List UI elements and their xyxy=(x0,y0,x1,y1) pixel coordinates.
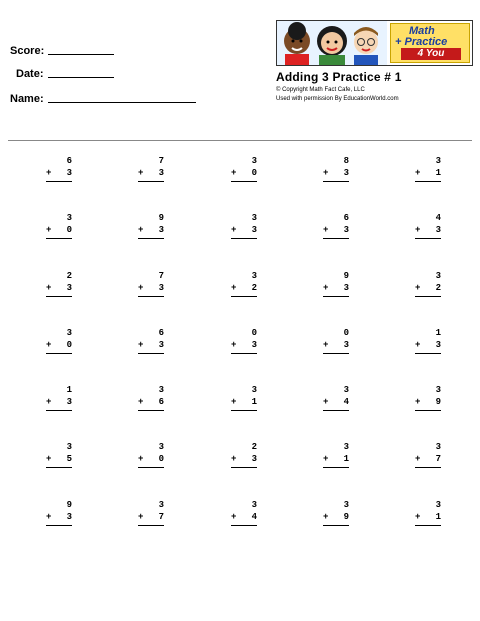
addition-problem xyxy=(46,441,72,468)
addend-bottom-row xyxy=(138,167,164,179)
answer-line[interactable] xyxy=(323,296,349,297)
addend-top: 7 xyxy=(158,271,164,281)
addend-top: 3 xyxy=(158,442,164,452)
addend-top: 3 xyxy=(251,385,257,395)
addend-bottom-row xyxy=(415,453,441,465)
addend-bottom-row xyxy=(231,511,257,523)
addend-bottom-row xyxy=(415,224,441,236)
plus-operator: + xyxy=(231,225,237,235)
addend-bottom: 3 xyxy=(435,225,441,235)
addition-problem xyxy=(138,384,164,411)
addend-bottom: 3 xyxy=(158,283,164,293)
addition-problem xyxy=(46,270,72,297)
addition-problem xyxy=(231,499,257,526)
addend-bottom: 1 xyxy=(251,397,257,407)
plus-operator: + xyxy=(138,168,144,178)
addend-bottom-row xyxy=(138,339,164,351)
plus-operator: + xyxy=(415,283,421,293)
answer-line[interactable] xyxy=(415,353,441,354)
addend-bottom: 3 xyxy=(66,512,72,522)
plus-operator: + xyxy=(231,168,237,178)
answer-line[interactable] xyxy=(46,181,72,182)
addend-bottom: 7 xyxy=(435,454,441,464)
plus-operator: + xyxy=(138,340,144,350)
addend-top: 3 xyxy=(435,156,441,166)
addend-top: 3 xyxy=(158,385,164,395)
addend-bottom-row xyxy=(138,224,164,236)
name-line[interactable] xyxy=(48,102,196,103)
addend-bottom-row xyxy=(46,339,72,351)
addend-bottom-row xyxy=(46,511,72,523)
addend-bottom-row xyxy=(138,453,164,465)
plus-operator: + xyxy=(415,225,421,235)
plus-operator: + xyxy=(138,225,144,235)
addend-bottom-row xyxy=(323,282,349,294)
addition-problem xyxy=(138,270,164,297)
addend-bottom: 4 xyxy=(343,397,349,407)
plus-operator: + xyxy=(46,397,52,407)
date-label: Date: xyxy=(16,68,44,80)
addend-bottom-row xyxy=(138,396,164,408)
plus-operator: + xyxy=(231,512,237,522)
addend-top: 7 xyxy=(158,156,164,166)
answer-line[interactable] xyxy=(138,353,164,354)
addend-bottom-row xyxy=(323,396,349,408)
addend-bottom-row xyxy=(46,224,72,236)
addend-bottom: 3 xyxy=(158,225,164,235)
plus-operator: + xyxy=(231,340,237,350)
answer-line[interactable] xyxy=(323,181,349,182)
addend-top: 3 xyxy=(435,385,441,395)
addend-bottom: 1 xyxy=(435,512,441,522)
plus-operator: + xyxy=(323,340,329,350)
plus-operator: + xyxy=(415,340,421,350)
addition-problem xyxy=(415,212,441,239)
addend-top: 3 xyxy=(435,271,441,281)
logo-badge xyxy=(390,23,470,63)
addend-bottom: 3 xyxy=(251,340,257,350)
addition-problem xyxy=(46,212,72,239)
addend-bottom: 7 xyxy=(158,512,164,522)
addend-bottom-row xyxy=(323,224,349,236)
addition-problem xyxy=(231,384,257,411)
answer-line[interactable] xyxy=(46,296,72,297)
addition-problem xyxy=(323,212,349,239)
addend-bottom-row xyxy=(323,339,349,351)
date-line[interactable] xyxy=(48,77,114,78)
addition-problem xyxy=(323,327,349,354)
logo-math-text: Math xyxy=(409,25,435,37)
answer-line[interactable] xyxy=(323,238,349,239)
answer-line[interactable] xyxy=(46,238,72,239)
addition-problem xyxy=(323,499,349,526)
addend-top: 3 xyxy=(66,328,72,338)
answer-line[interactable] xyxy=(138,238,164,239)
addend-bottom-row xyxy=(415,511,441,523)
addend-top: 6 xyxy=(66,156,72,166)
plus-operator: + xyxy=(46,512,52,522)
addend-top: 3 xyxy=(66,442,72,452)
plus-operator: + xyxy=(323,283,329,293)
addend-bottom: 9 xyxy=(343,512,349,522)
addend-bottom-row xyxy=(323,167,349,179)
addition-problem xyxy=(231,327,257,354)
name-field xyxy=(10,93,44,105)
addend-top: 3 xyxy=(251,500,257,510)
answer-line[interactable] xyxy=(231,353,257,354)
addition-problem xyxy=(415,441,441,468)
addition-problem xyxy=(46,327,72,354)
addition-problem xyxy=(415,270,441,297)
addend-bottom-row xyxy=(138,282,164,294)
addend-bottom: 9 xyxy=(435,397,441,407)
addend-top: 2 xyxy=(66,271,72,281)
plus-operator: + xyxy=(231,454,237,464)
addend-bottom-row xyxy=(231,453,257,465)
answer-line[interactable] xyxy=(415,467,441,468)
answer-line[interactable] xyxy=(415,296,441,297)
addend-bottom: 3 xyxy=(435,340,441,350)
addend-bottom-row xyxy=(231,396,257,408)
addend-top: 6 xyxy=(158,328,164,338)
answer-line[interactable] xyxy=(46,353,72,354)
addend-bottom: 3 xyxy=(251,225,257,235)
addend-bottom: 3 xyxy=(158,168,164,178)
answer-line[interactable] xyxy=(138,467,164,468)
addition-problem xyxy=(231,441,257,468)
addend-bottom: 0 xyxy=(251,168,257,178)
addend-bottom: 1 xyxy=(435,168,441,178)
addition-problem xyxy=(323,270,349,297)
plus-operator: + xyxy=(231,397,237,407)
plus-operator: + xyxy=(323,397,329,407)
answer-line[interactable] xyxy=(138,525,164,526)
addend-top: 1 xyxy=(435,328,441,338)
addition-problem xyxy=(138,155,164,182)
addend-bottom: 3 xyxy=(343,168,349,178)
addend-bottom: 0 xyxy=(66,225,72,235)
addend-bottom: 2 xyxy=(435,283,441,293)
answer-line[interactable] xyxy=(323,525,349,526)
addend-top: 3 xyxy=(343,442,349,452)
answer-line[interactable] xyxy=(231,525,257,526)
addition-problem xyxy=(46,384,72,411)
addition-problem xyxy=(138,441,164,468)
addend-top: 3 xyxy=(435,500,441,510)
addend-top: 8 xyxy=(343,156,349,166)
addend-bottom: 3 xyxy=(343,225,349,235)
addend-top: 3 xyxy=(343,385,349,395)
answer-line[interactable] xyxy=(231,410,257,411)
answer-line[interactable] xyxy=(138,410,164,411)
plus-operator: + xyxy=(46,283,52,293)
plus-operator: + xyxy=(415,397,421,407)
name-label: Name: xyxy=(10,93,44,105)
addition-problem xyxy=(138,212,164,239)
addend-bottom-row xyxy=(46,453,72,465)
plus-operator: + xyxy=(138,512,144,522)
plus-operator: + xyxy=(138,454,144,464)
addend-top: 0 xyxy=(251,328,257,338)
addend-top: 3 xyxy=(251,271,257,281)
addend-top: 9 xyxy=(158,213,164,223)
addition-problem xyxy=(138,327,164,354)
answer-line[interactable] xyxy=(231,296,257,297)
addition-problem xyxy=(323,384,349,411)
addend-bottom-row xyxy=(415,396,441,408)
addend-bottom: 2 xyxy=(251,283,257,293)
answer-line[interactable] xyxy=(46,467,72,468)
kids-illustration xyxy=(277,21,387,65)
addend-bottom: 6 xyxy=(158,397,164,407)
addend-bottom: 1 xyxy=(343,454,349,464)
answer-line[interactable] xyxy=(231,181,257,182)
score-field xyxy=(10,45,44,57)
addend-bottom: 3 xyxy=(343,283,349,293)
answer-line[interactable] xyxy=(323,467,349,468)
addition-problem xyxy=(415,155,441,182)
answer-line[interactable] xyxy=(46,525,72,526)
logo-4you-text: 4 You xyxy=(401,48,461,60)
addend-top: 3 xyxy=(435,442,441,452)
plus-operator: + xyxy=(323,512,329,522)
addition-problem xyxy=(231,155,257,182)
page-title: Adding 3 Practice # 1 xyxy=(276,70,402,84)
addend-bottom-row xyxy=(231,339,257,351)
answer-line[interactable] xyxy=(138,181,164,182)
addend-top: 3 xyxy=(158,500,164,510)
plus-operator: + xyxy=(46,225,52,235)
plus-operator: + xyxy=(46,454,52,464)
addend-bottom-row xyxy=(46,167,72,179)
answer-line[interactable] xyxy=(415,410,441,411)
score-label: Score: xyxy=(10,45,45,57)
addend-bottom: 3 xyxy=(66,168,72,178)
plus-operator: + xyxy=(231,283,237,293)
addition-problem xyxy=(415,384,441,411)
addition-problem xyxy=(323,441,349,468)
answer-line[interactable] xyxy=(231,467,257,468)
answer-line[interactable] xyxy=(415,181,441,182)
addend-bottom: 3 xyxy=(66,397,72,407)
addend-bottom-row xyxy=(231,167,257,179)
addend-bottom: 0 xyxy=(66,340,72,350)
copyright-text: © Copyright Math Fact Cafe, LLC xyxy=(276,87,365,93)
plus-operator: + xyxy=(138,397,144,407)
addend-bottom: 3 xyxy=(66,283,72,293)
answer-line[interactable] xyxy=(415,238,441,239)
addend-top: 3 xyxy=(251,156,257,166)
math-practice-logo xyxy=(276,20,473,66)
score-line[interactable] xyxy=(48,54,114,55)
plus-operator: + xyxy=(415,168,421,178)
plus-operator: + xyxy=(323,454,329,464)
date-field xyxy=(16,68,44,80)
header-divider xyxy=(8,140,472,141)
addend-top: 9 xyxy=(66,500,72,510)
answer-line[interactable] xyxy=(415,525,441,526)
plus-operator: + xyxy=(138,283,144,293)
addition-problem xyxy=(231,212,257,239)
addend-bottom-row xyxy=(46,282,72,294)
addend-bottom: 3 xyxy=(343,340,349,350)
answer-line[interactable] xyxy=(323,353,349,354)
answer-line[interactable] xyxy=(46,410,72,411)
plus-operator: + xyxy=(46,340,52,350)
addition-problem xyxy=(323,155,349,182)
answer-line[interactable] xyxy=(231,238,257,239)
addend-bottom-row xyxy=(415,339,441,351)
addend-bottom-row xyxy=(323,511,349,523)
answer-line[interactable] xyxy=(323,410,349,411)
addend-top: 2 xyxy=(251,442,257,452)
addition-problem xyxy=(231,270,257,297)
addend-bottom-row xyxy=(138,511,164,523)
addend-bottom-row xyxy=(323,453,349,465)
addend-bottom: 4 xyxy=(251,512,257,522)
answer-line[interactable] xyxy=(138,296,164,297)
addend-bottom-row xyxy=(415,167,441,179)
addition-problem xyxy=(415,327,441,354)
plus-operator: + xyxy=(46,168,52,178)
addition-problem xyxy=(415,499,441,526)
addend-top: 9 xyxy=(343,271,349,281)
addition-problem xyxy=(46,155,72,182)
addend-bottom: 3 xyxy=(158,340,164,350)
plus-operator: + xyxy=(323,168,329,178)
addend-top: 3 xyxy=(66,213,72,223)
addend-bottom: 5 xyxy=(66,454,72,464)
logo-practice-text: + Practice xyxy=(395,36,448,48)
addend-top: 3 xyxy=(343,500,349,510)
addend-top: 3 xyxy=(251,213,257,223)
addend-top: 0 xyxy=(343,328,349,338)
addend-bottom-row xyxy=(415,282,441,294)
plus-operator: + xyxy=(415,512,421,522)
addend-top: 6 xyxy=(343,213,349,223)
addend-top: 1 xyxy=(66,385,72,395)
addition-problem xyxy=(138,499,164,526)
addend-bottom-row xyxy=(231,282,257,294)
addend-bottom: 0 xyxy=(158,454,164,464)
plus-operator: + xyxy=(323,225,329,235)
addend-bottom-row xyxy=(231,224,257,236)
plus-operator: + xyxy=(415,454,421,464)
permission-text: Used with permission By EducationWorld.com xyxy=(276,96,399,102)
addition-problem xyxy=(46,499,72,526)
addend-top: 4 xyxy=(435,213,441,223)
addend-bottom-row xyxy=(46,396,72,408)
addend-bottom: 3 xyxy=(251,454,257,464)
